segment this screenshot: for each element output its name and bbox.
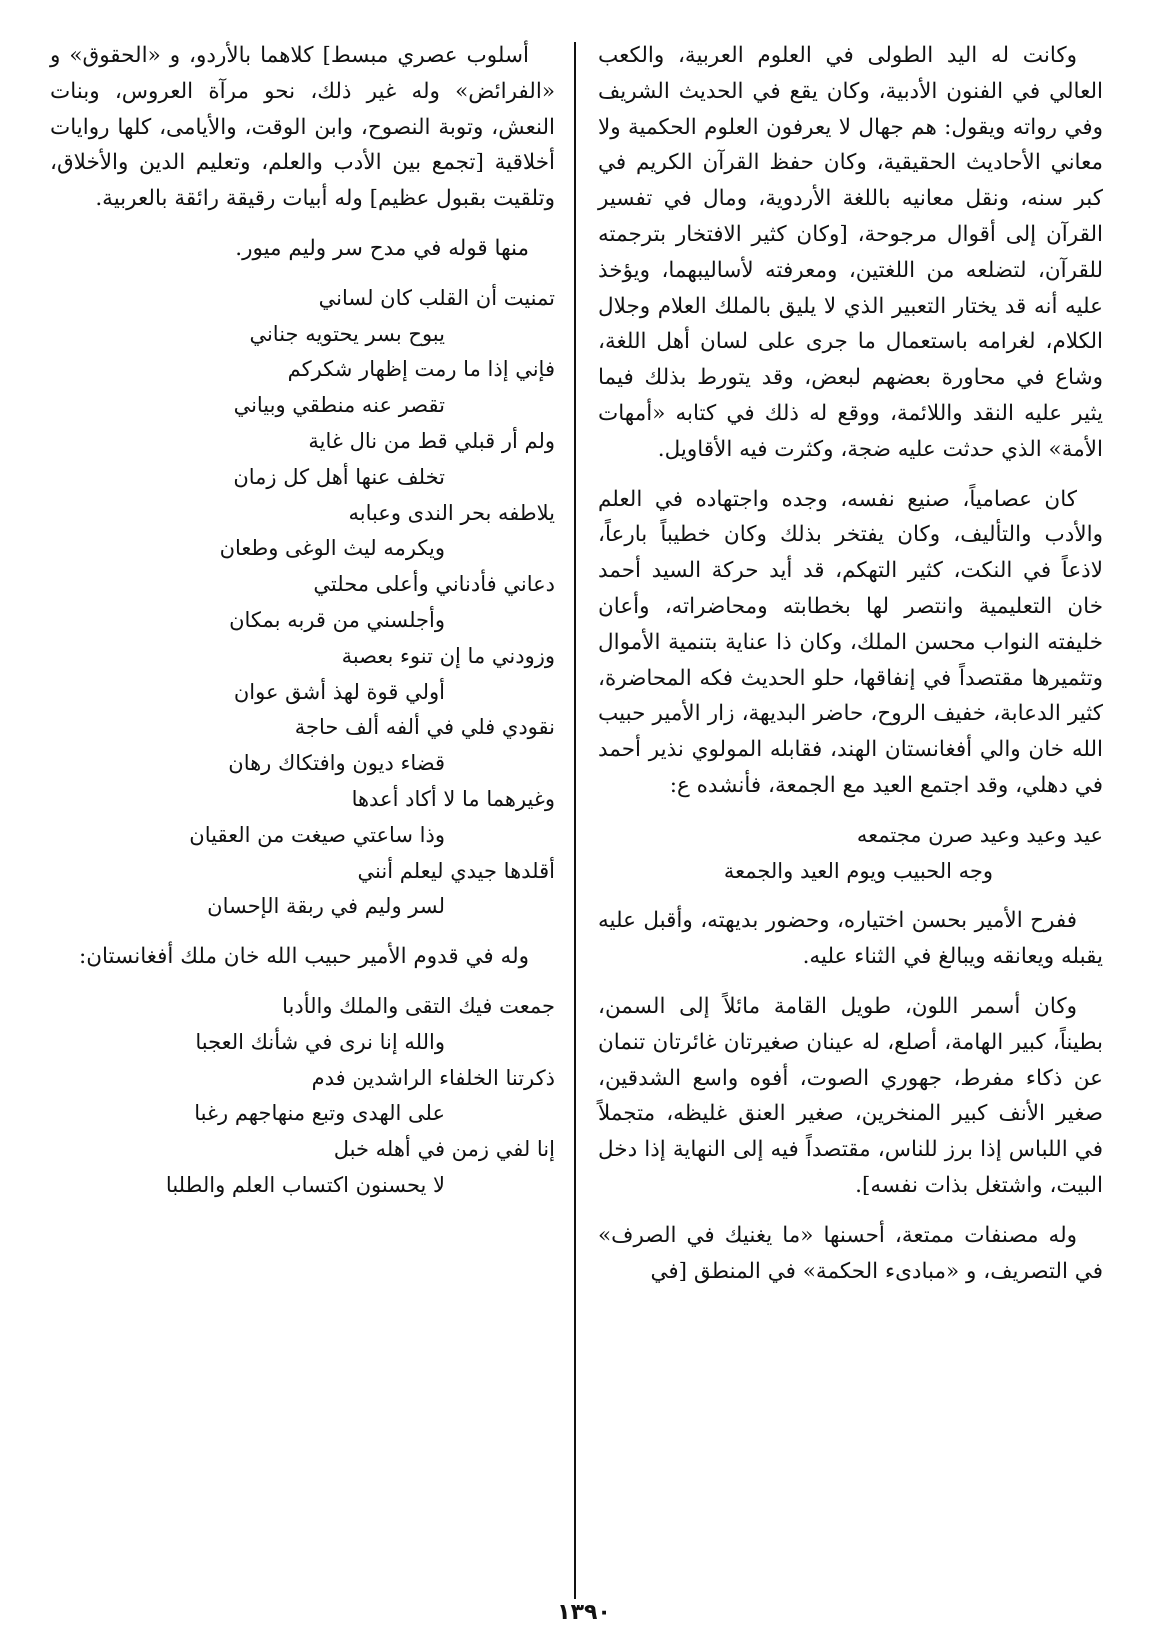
verse-line: وذا ساعتي صيغت من العقيان [189,822,445,847]
verse-line: تمنيت أن القلب كان لساني [318,285,555,310]
poem-william-muir [50,281,555,925]
verse-line: يبوح بسر يحتويه جناني [249,321,445,346]
verse-line: نقودي فلي في ألفه ألف حاجة [294,715,555,740]
poem-intro: منها قوله في مدح سر وليم ميور. [235,235,529,261]
verse-line: وغيرهما ما لا أكاد أعدها [351,786,555,811]
paragraph: وله مصنفات ممتعة، أحسنها «ما يغنيك في الصرف» في التصريف، و «مبادىء الحكمة» في المنطق [في [598,1222,1103,1284]
verse-block [598,818,1103,890]
column-divider [574,42,576,1599]
verse-line: تقصر عنه منطقي وبياني [233,393,445,418]
verse-line: فإني إذا ما رمت إظهار شكركم [287,357,555,382]
paragraph: وكانت له اليد الطولى في العلوم العربية، والكعب العالي في الفنون الأدبية، وكان يقع في الحديث الشريف وفي رواته ويقول: هم جهال لا يعرفون العلوم الحكمية ولا معاني الأحاديث الحقيقية، وكان حفظ القرآن الكريم في كبر سنه، ونقل معانيه باللغة الأردوية، ومال في تفسير القرآن إلى أقوال مرجوحة، [وكان كثير الافتخار بترجمته للقرآن، لتضلعه من اللغتين، ومعرفته لأساليبهما، ويؤخذ عليه أنه قد يختار التعبير الذي لا يليق بالملك العلام وجلال الكلام، لغرامه باستعمال ما جرى على لسان أهل اللغة، وشاع في محاورة بعضهم لبعض، وقد يتورط بذلك فيما يثير عليه النقد واللائمة، ووقع له ذلك في كتابه «أمهات الأمة» الذي حدثت عليه ضجة، وكثرت فيه الأقاويل. [598,43,1103,462]
paragraph: كان عصامياً، صنيع نفسه، وجده واجتهاده في العلم والأدب والتأليف، وكان يفتخر بذلك وكان خطيباً بارعاً، لاذعاً في النكت، كثير التهكم، قد أيد حركة السيد أحمد خان التعليمية وانتصر لها بخطابته ومحاضراته، وأعان خليفته النواب محسن الملك، وكان ذا عناية بتنمية الأموال وتثميرها مقتصداً في إنفاقها، حلو الحديث فكه المحاضرة، كثير الدعابة، خفيف الروح، حاضر البديهة، زار الأمير حبيب الله خان والي أفغانستان الهند، فقابله المولوي نذير أحمد في دهلي، وقد اجتمع العيد مع الجمعة، فأنشده ع: [598,486,1103,798]
verse-line: وأجلسني من قربه بمكان [229,607,445,632]
verse-line: إنا لفي زمن في أهله خبل [333,1137,555,1162]
verse-line: عيد وعيد وعيد صرن مجتمعه [856,822,1103,847]
verse-line: ذكرتنا الخلفاء الراشدين فدم [311,1065,555,1090]
verse-line: قضاء ديون وافتكاك رهان [228,751,445,776]
verse-line: أقلدها جيدي ليعلم أنني [357,858,555,883]
poem-intro: وله في قدوم الأمير حبيب الله خان ملك أفغانستان: [78,944,529,970]
verse-line: ويكرمه ليث الوغى وطعان [219,536,445,561]
verse-line: والله إنا نرى في شأنك العجبا [195,1029,445,1054]
verse-line: وزودني ما إن تنوء بعصبة [341,643,555,668]
verse-line: يلاطفه بحر الندى وعبابه [348,500,555,525]
verse-line: أولي قوة لهذ أشق عوان [233,679,445,704]
page-number: ١٣٩٠ [557,1600,611,1625]
verse-line: لا يحسنون اكتساب العلم والطلبا [165,1172,445,1197]
poem-habibullah [50,989,555,1204]
right-column [598,38,1103,1303]
verse-line: وجه الحبيب ويوم العيد والجمعة [723,858,993,883]
paragraph: أسلوب عصري مبسط] كلاهما بالأردو، و «الحقوق» و «الفرائض» وله غير ذلك، نحو مرآة العروس، وبنات النعش، وتوبة النصوح، وابن الوقت، والأيامى، كلها روايات أخلاقية [تجمع بين الأدب والعلم، وتعليم الدين والأخلاق، وتلقيت بقبول عظيم] وله أبيات رقيقة رائقة بالعربية. [50,43,555,212]
verse-line: لسر وليم في ربقة الإحسان [207,894,445,919]
verse-line: تخلف عنها أهل كل زمان [233,464,445,489]
verse-line: ولم أر قبلي قط من نال غاية [308,428,555,453]
paragraph: ففرح الأمير بحسن اختياره، وحضور بديهته، وأقبل عليه يقبله ويعانقه ويبالغ في الثناء عليه. [598,908,1103,970]
verse-line: على الهدى وتبع منهاجهم رغبا [194,1101,445,1126]
verse-line: جمعت فيك التقى والملك والأدبا [282,993,555,1018]
paragraph: وكان أسمر اللون، طويل القامة مائلاً إلى السمن، بطيناً، كبير الهامة، أصلع، له عينان صغيرتان غائرتان تنمان عن ذكاء مفرط، جهوري الصوت، أفوه واسع الشدقين، صغير الأنف كبير المنخرين، صغير العنق غليظه، متجملاً في اللباس إذا برز للناس، مقتصداً فيه إلى النهاية إذا دخل البيت، واشتغل بذات نفسه]. [598,993,1103,1198]
left-column [50,38,555,1218]
verse-line: دعاني فأدناني وأعلى محلتي [313,572,555,597]
